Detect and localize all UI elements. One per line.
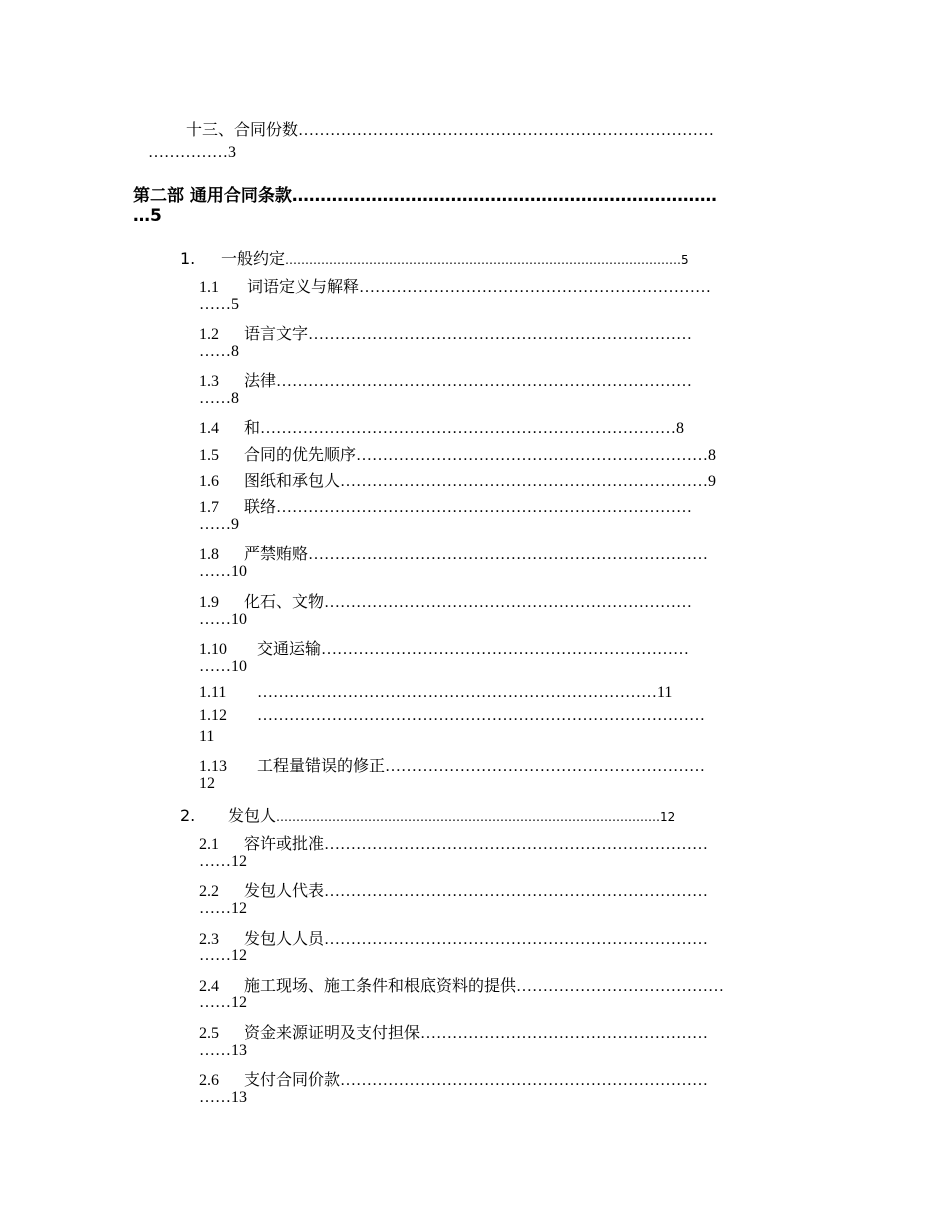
item-text: 语言文字………………………………………………………………: [244, 326, 693, 343]
item-number: 2.5: [199, 1025, 219, 1042]
item-number: 1.10: [199, 641, 227, 658]
item-text: 法律……………………………………………………………………: [244, 373, 693, 390]
item-text: 工程量错误的修正……………………………………………………: [257, 758, 706, 775]
toc-item-2-6-page: ……13: [199, 1089, 247, 1106]
toc-item-1-6[interactable]: [199, 468, 716, 491]
item-number: 2.1: [199, 836, 219, 853]
toc-section-2[interactable]: [180, 803, 675, 826]
toc-item-1-4[interactable]: [199, 415, 684, 438]
item-text: 发包人人员………………………………………………………………: [244, 931, 709, 948]
item-text: 和……………………………………………………………………8: [244, 420, 685, 437]
item-text: 联络……………………………………………………………………: [244, 499, 693, 516]
toc-item-2-1-page: ……12: [199, 853, 247, 870]
item-text: 交通运输……………………………………………………………: [257, 641, 690, 658]
toc-item-1-9-page: ……10: [199, 611, 247, 628]
toc-item-2-5[interactable]: [199, 1020, 708, 1043]
item-text: 施工现场、施工条件和根底资料的提供…………………………………: [244, 978, 725, 995]
toc-item-1-3-page: ……8: [199, 390, 239, 407]
item-text: 支付合同价款……………………………………………………………: [244, 1072, 709, 1089]
toc-item-1-12[interactable]: [199, 707, 705, 725]
item-number: 1.8: [199, 546, 219, 563]
toc-item-2-2-page: ……12: [199, 900, 247, 917]
item-number: 1.7: [199, 499, 219, 516]
item-number: 1.9: [199, 594, 219, 611]
toc-entry-13-page: ……………3: [148, 144, 236, 161]
item-number: 2.6: [199, 1072, 219, 1089]
item-number: 1.13: [199, 758, 227, 775]
toc-item-1-3[interactable]: [199, 368, 692, 391]
toc-item-2-5-page: ……13: [199, 1042, 247, 1059]
item-text: 图纸和承包人……………………………………………………………9: [244, 473, 717, 490]
toc-item-1-2-page: ……8: [199, 343, 239, 360]
item-number: 1.11: [199, 684, 227, 701]
toc-entry-13[interactable]: [186, 117, 714, 140]
toc-entry-text: 十三、合同份数……………………………………………………………………: [186, 122, 715, 139]
toc-item-1-11[interactable]: [199, 684, 672, 702]
item-number: 1.3: [199, 373, 219, 390]
toc-item-1-1[interactable]: [199, 274, 711, 297]
item-number: 2.2: [199, 883, 219, 900]
toc-item-2-3[interactable]: [199, 926, 708, 949]
section-dots-page: ………………………………………………………………………………………5: [285, 253, 689, 267]
section-number: 1.: [180, 249, 196, 268]
toc-item-1-8[interactable]: [199, 541, 708, 564]
item-number: 1.6: [199, 473, 219, 490]
item-number: 2.4: [199, 978, 219, 995]
item-text: 词语定义与解释…………………………………………………………: [247, 279, 712, 296]
toc-section-1[interactable]: [180, 246, 689, 269]
item-text: 资金来源证明及支付担保………………………………………………: [244, 1025, 709, 1042]
toc-item-1-8-page: ……10: [199, 563, 247, 580]
item-text: …………………………………………………………………………: [257, 707, 705, 724]
item-number: 1.1: [199, 279, 219, 296]
toc-item-2-4-page: ……12: [199, 994, 247, 1011]
toc-item-2-3-page: ……12: [199, 947, 247, 964]
toc-part-2-heading[interactable]: 第二部 通用合同条款…………………………………………………………………: [133, 186, 717, 206]
toc-item-1-7-page: ……9: [199, 516, 239, 533]
section-title: 一般约定: [221, 249, 286, 268]
toc-item-1-10-page: ……10: [199, 658, 247, 675]
item-text: …………………………………………………………………11: [257, 684, 673, 701]
item-number: 1.5: [199, 447, 219, 464]
item-text: 容许或批准………………………………………………………………: [244, 836, 709, 853]
toc-item-1-9[interactable]: [199, 589, 692, 612]
item-number: 1.4: [199, 420, 219, 437]
toc-item-1-7[interactable]: [199, 494, 692, 517]
toc-item-1-5[interactable]: [199, 442, 716, 465]
item-number: 2.3: [199, 931, 219, 948]
toc-part-2-page: …5: [133, 206, 162, 226]
item-text: 合同的优先顺序…………………………………………………………8: [244, 447, 717, 464]
item-text: 发包人代表………………………………………………………………: [244, 883, 709, 900]
section-title: 发包人: [228, 806, 277, 825]
toc-item-1-13[interactable]: [199, 753, 705, 776]
toc-item-2-6[interactable]: [199, 1067, 708, 1090]
item-number: 1.12: [199, 707, 227, 724]
item-text: 化石、文物……………………………………………………………: [244, 594, 693, 611]
toc-item-1-1-page: ……5: [199, 296, 239, 313]
toc-item-2-4[interactable]: [199, 973, 724, 996]
item-text: 严禁贿赂…………………………………………………………………: [244, 546, 709, 563]
toc-item-2-1[interactable]: [199, 831, 708, 854]
toc-item-1-10[interactable]: [199, 636, 689, 659]
toc-item-1-2[interactable]: [199, 321, 692, 344]
item-number: 1.2: [199, 326, 219, 343]
section-dots-page: ……………………………………………………………………………………12: [276, 810, 676, 824]
toc-item-1-12-page: 11: [199, 728, 215, 745]
toc-item-2-2[interactable]: [199, 878, 708, 901]
section-number: 2.: [180, 806, 196, 825]
toc-item-1-13-page: 12: [199, 775, 215, 792]
